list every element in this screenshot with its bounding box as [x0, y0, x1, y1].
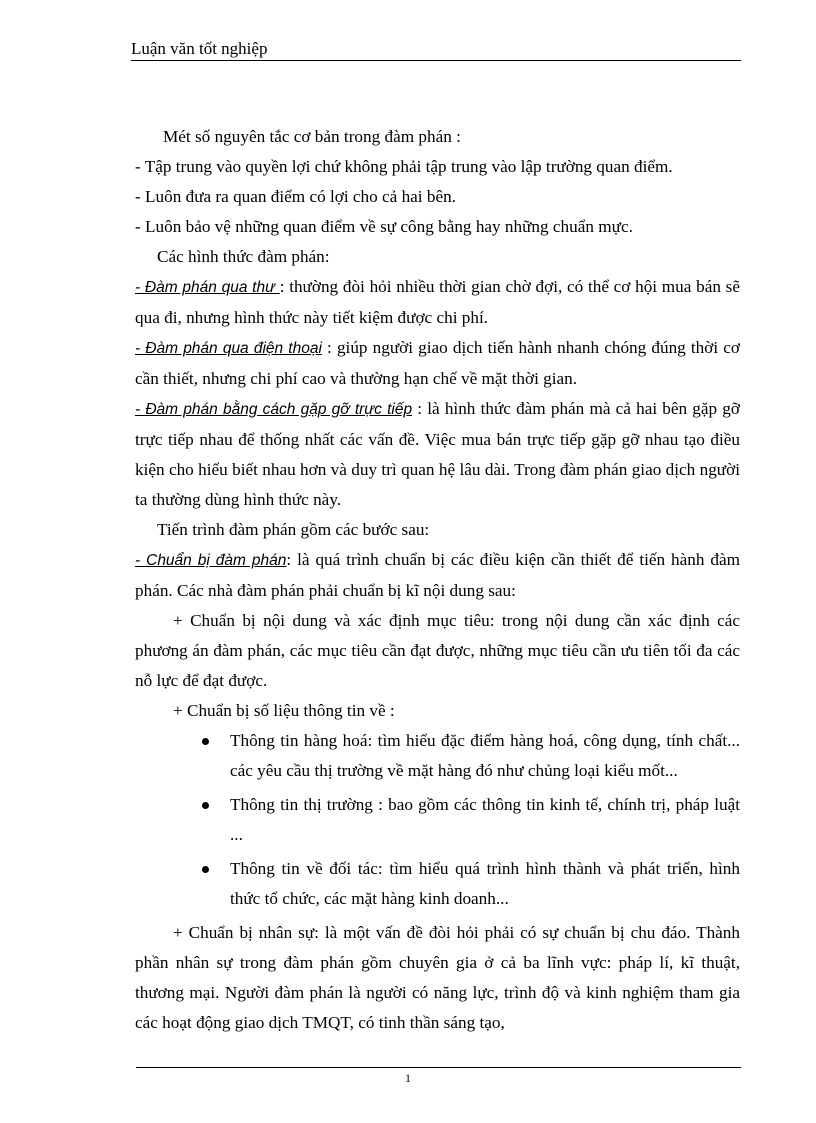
prep-data-paragraph: + Chuẩn bị số liệu thông tin về : — [173, 701, 395, 720]
info-bullet-list — [135, 726, 740, 914]
principle-item: - Tập trung vào quyền lợi chứ không phải tập trung vào lập trường quan điểm. — [135, 157, 673, 176]
prep-lead: - Chuẩn bị đàm phán — [135, 552, 287, 569]
process-heading: Tiến trình đàm phán gồm các bước sau: — [157, 520, 430, 539]
form-text: : là hình thức đàm phán mà cả hai bên gặp gỡ trực tiếp nhau để thống nhất các vấn đề. Việc mua bán trực tiếp gặp gỡ nhau tạo điều kiện cho hiểu biết nhau hơn và duy trì quan hệ lâu dài. Trong đàm phán giao dịch người ta thường dùng hình thức này. — [135, 399, 740, 509]
list-item — [230, 854, 740, 914]
header-title: Luận văn tốt nghiệp — [131, 39, 268, 58]
bullet-text: Thông tin thị trường : bao gồm các thông tin kinh tế, chính trị, pháp luật ... — [230, 795, 740, 844]
bullet-dot-icon — [202, 866, 209, 873]
page-number: 1 — [405, 1071, 411, 1085]
principle-item: - Luôn bảo vệ những quan điểm về sự công bằng hay những chuẩn mực. — [135, 217, 633, 236]
prep-staff-paragraph: + Chuẩn bị nhân sự: là một vấn đề đòi hỏi phải có sự chuẩn bị chu đáo. Thành phần nhân sự trong đàm phán gồm chuyên gia ở cả ba lĩnh vực: pháp lí, kĩ thuật, thương mại. Người đàm phán là người có năng lực, trình độ và kinh nghiệm tham gia các hoạt động giao dịch TMQT, có tinh thần sáng tạo, — [135, 923, 740, 1032]
bullet-dot-icon — [202, 802, 209, 809]
document-body — [135, 122, 740, 1038]
prep-text: : là quá trình chuẩn bị các điều kiện cần thiết để tiến hành đàm phán. Các nhà đàm phán phải chuẩn bị kĩ nội dung sau: — [135, 550, 740, 600]
list-item — [230, 726, 740, 786]
form-paragraph — [135, 333, 740, 394]
form-lead: - Đàm phán qua điện thoại — [135, 340, 322, 357]
bullet-dot-icon — [202, 738, 209, 745]
list-item — [230, 790, 740, 850]
bullet-text: Thông tin về đối tác: tìm hiểu quá trình hình thành và phát triển, hình thức tổ chức, các mặt hàng kinh doanh... — [230, 859, 740, 908]
form-lead: - Đàm phán qua thư — [135, 279, 280, 296]
intro-paragraph: Mét số nguyên tắc cơ bản trong đàm phán : — [163, 127, 461, 146]
form-text: : giúp người giao dịch tiến hành nhanh chóng đúng thời cơ cần thiết, nhưng chi phí cao và thường hạn chế về mặt thời gian. — [135, 338, 740, 388]
page-header — [131, 38, 741, 61]
form-lead: - Đàm phán bằng cách gặp gỡ trực tiếp — [135, 401, 413, 418]
form-text: : thường đòi hỏi nhiều thời gian chờ đợi, có thể cơ hội mua bán sẽ qua đi, nhưng hình thức này tiết kiệm được chi phí. — [135, 277, 740, 327]
principle-item: - Luôn đưa ra quan điểm có lợi cho cả hai bên. — [135, 187, 456, 206]
bullet-text: Thông tin hàng hoá: tìm hiểu đặc điểm hàng hoá, công dụng, tính chất... các yêu cầu thị trường về mặt hàng đó như chủng loại kiểu mốt... — [230, 731, 740, 780]
form-paragraph — [135, 394, 740, 515]
form-paragraph — [135, 272, 740, 333]
forms-heading: Các hình thức đàm phán: — [157, 247, 330, 266]
footer-divider — [136, 1067, 741, 1068]
prep-content-paragraph: + Chuẩn bị nội dung và xác định mục tiêu: trong nội dung cần xác định các phương án đàm phán, các mục tiêu cần đạt được, những mục tiêu cần ưu tiên tối đa các nỗ lực để đạt được. — [135, 611, 740, 690]
prep-paragraph — [135, 545, 740, 606]
